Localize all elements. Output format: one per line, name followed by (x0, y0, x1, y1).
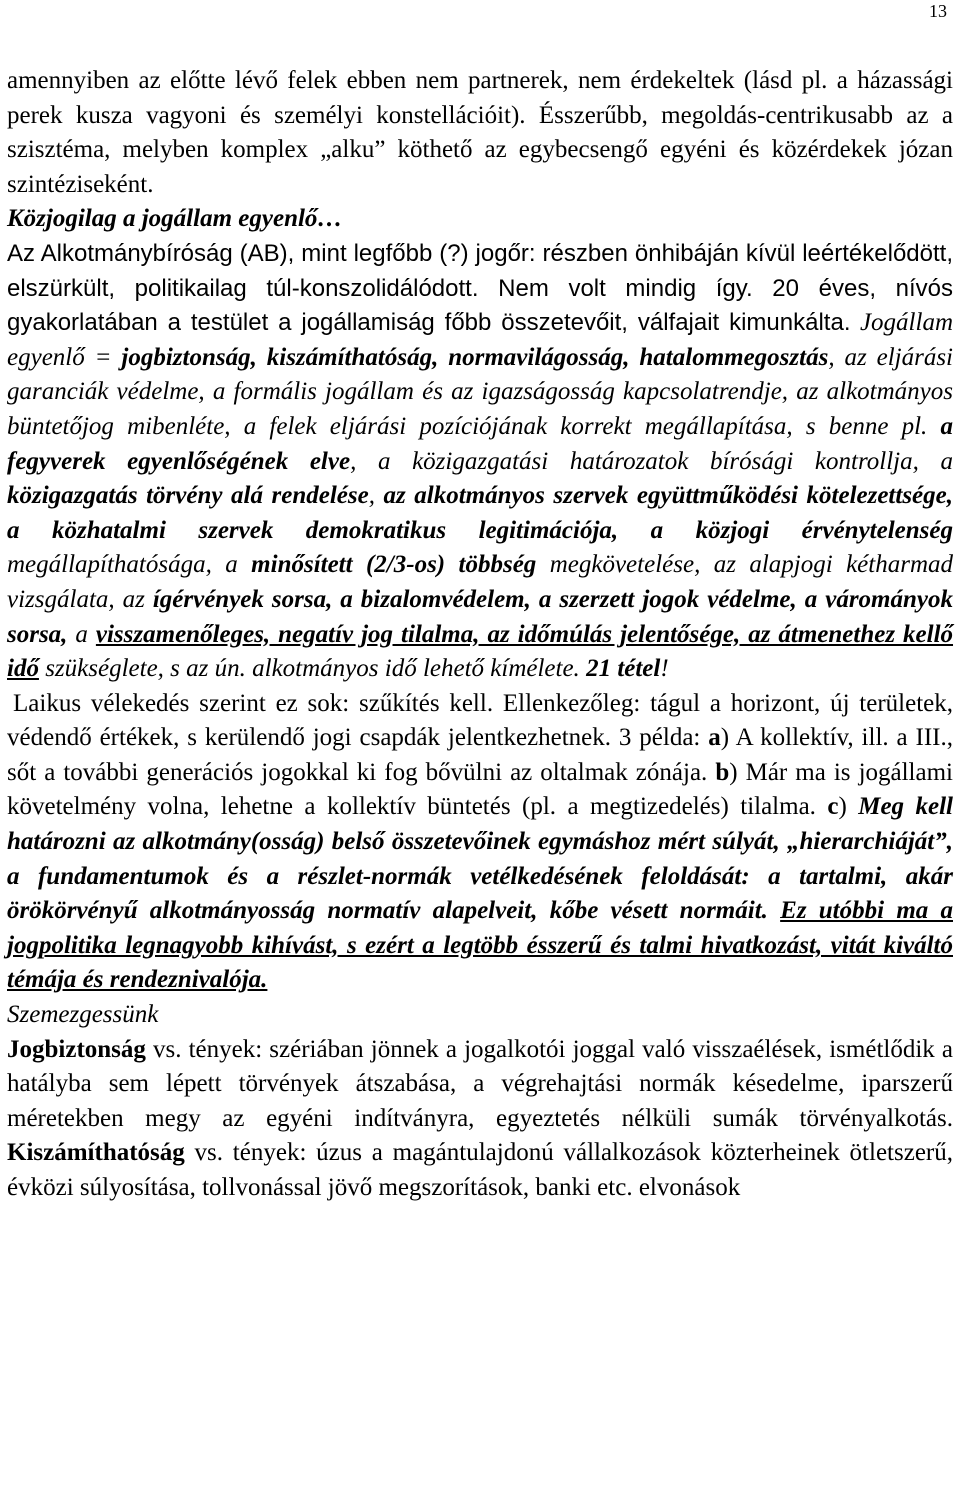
text-run: , a közigazgatási határozatok bírósági kontrollja, a (350, 447, 953, 475)
bold-run: Kiszámíthatóság (7, 1139, 185, 1167)
paragraph-1: amennyiben az előtte lévő felek ebben nem partnerek, nem érdekeltek (lásd pl. a házassági perek kusza vagyoni és személyi konstellációit). Ésszerűbb, megoldás-centrikusabb az a szisztéma, melyben komplex „alku” köthető az egybecsengő egyéni és közérdekek józan szintéziseként. (7, 67, 953, 198)
text-run: , (368, 482, 384, 510)
paragraph-4 (7, 1033, 953, 1206)
text-run: ) (838, 793, 859, 821)
page-number: 13 (929, 1, 947, 21)
text-run: megkövetelése, az alapjogi kétharmad vizsgálata, az (7, 551, 954, 613)
text-run: ) Már ma is jogállami követelmény volna, lehetne a kollektív büntetés (pl. a megtizedelés) tilalma. (7, 758, 953, 821)
paragraph-2 (7, 237, 953, 687)
text-run: Jogállam egyenlő = (7, 309, 954, 371)
bold-run: minősített (2/3-os) többség (251, 551, 537, 579)
bold-run: 21 tétel (586, 655, 661, 683)
bold-run: a (708, 724, 721, 752)
text-run: vs. tények: úzus a magántulajdonú vállalkozások közterheinek ötletszerű, évközi súlyosítása, tollvonással jövő megszorítások, banki etc. elvonások (7, 1139, 953, 1201)
text-run: vs. tények: szériában jönnek a jogalkotói joggal való visszaélések, ismétlődik a hatályba sem lépett törvények átszabása, a végrehajtási normák késedelme, iparszerű méretekben megy az egyéni indítványra, egyeztetés nélküli sumák törvényalkotás. (7, 1035, 953, 1132)
bold-italic-run: Meg kell határozni az alkotmány(osság) belső összetevőinek egymáshoz mért súlyát, „hierarchiáját”, a fundamentumok és a részlet-normák vetélkedésének feloldását: a tartalmi, akár örökörvényű alkotmányosság normatív alapelveit, kőbe vésett normáit. (7, 793, 953, 925)
bold-run: közigazgatás törvény alá rendelése (7, 482, 369, 510)
text-run: ) A kollektív, ill. a III., sőt a további generációs jogokkal ki fog bővülni az oltalmak zónája. (7, 724, 953, 786)
bold-run: a fegyverek egyenlőségének elve (7, 412, 953, 475)
text-run: szükséglete, s az ún. alkotmányos idő lehető kímélete. (38, 655, 587, 683)
bold-run: ígérvények sorsa, a bizalomvédelem, a szerzett jogok védelme, a várományok sorsa, (7, 585, 953, 648)
section-heading-public-law: Közjogilag a jogállam egyenlő… (7, 205, 343, 233)
paragraph-3 (7, 687, 953, 998)
text-run: megállapíthatósága, a (7, 551, 252, 579)
bold-run: jogbiztonság, kiszámíthatóság, normavilágosság, hatalommegosztás (121, 343, 829, 371)
bold-run: c (827, 793, 839, 821)
bold-underlined-run: visszamenőleges, negatív jog tilalma, az időmúlás jelentősége, az átmenethez kellő idő (7, 620, 954, 683)
bold-italic-underlined-run: Ez utóbbi ma a jogpolitika legnagyobb kihívást, s ezért a legtöbb ésszerű és talmi hivatkozást, vitát kiváltó témája és rendeznivalója. (7, 897, 953, 994)
paragraph-2-intro: Az Alkotmánybíróság (AB), mint legfőbb (?) jogőr: részben önhibáján kívül leértékelődött, elszürkült, politikailag túl-konszolidálódott. Nem volt mindig így. 20 éves, nívós gyakorlatában a testület a jogállamiság főbb összetevőit, válfajait kimunkálta. (7, 239, 953, 337)
bold-run: az alkotmányos szervek együttműködési kötelezettsége, a közhatalmi szervek demokratikus legitimációja, a közjogi érvénytelenség (7, 482, 953, 544)
text-run: , az eljárási garanciák védelme, a formális jogállam és az igazságosság kapcsolatrendje, az alkotmányos büntetőjog mibenléte, a felek eljárási pozíciójának korrekt megállapítása, s benne pl. (7, 343, 953, 440)
section-heading-selection: Szemezgessünk (7, 1001, 159, 1029)
text-run: a (67, 620, 96, 648)
bold-run: b (715, 758, 730, 786)
text-run: ! (660, 655, 669, 683)
document-body (7, 64, 953, 1206)
text-run: Laikus vélekedés szerint ez sok: szűkítés kell. Ellenkezőleg: tágul a horizont, új területek, védendő értékek, s kerülendő jogi csapdák jelentkezhetnek. 3 példa: (7, 689, 953, 752)
bold-run: Jogbiztonság (7, 1035, 146, 1063)
